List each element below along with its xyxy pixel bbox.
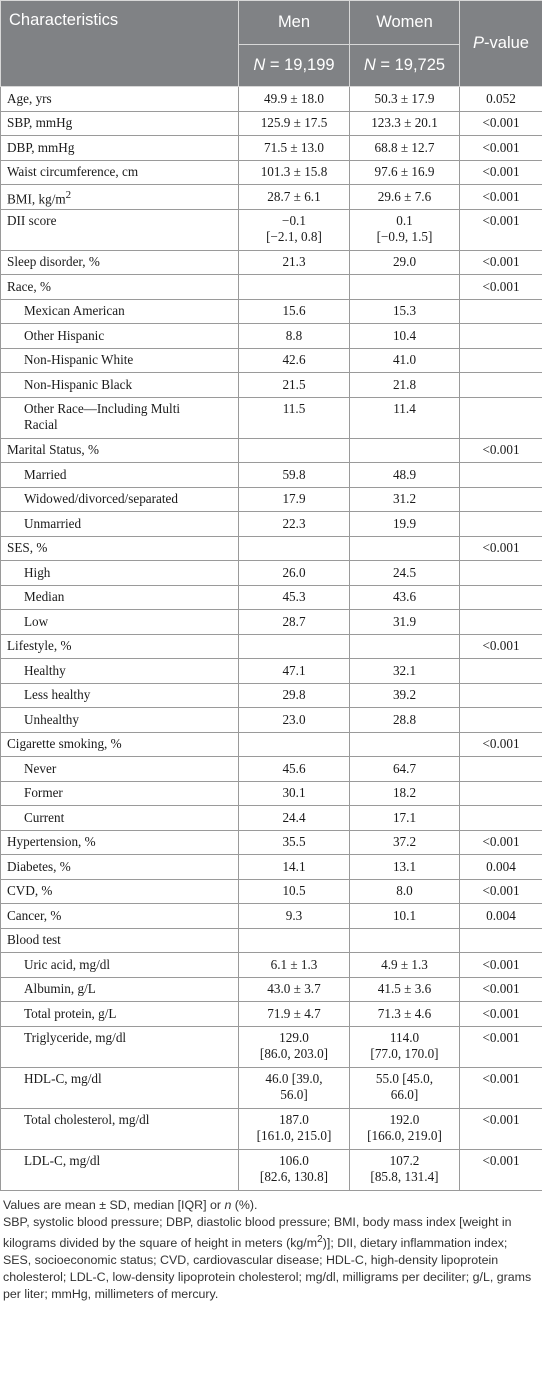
table-row: [1, 111, 542, 136]
p-value: [460, 348, 542, 373]
men-value: 125.9 ± 17.5: [239, 111, 350, 136]
table-row: [1, 373, 542, 398]
women-value: [350, 634, 460, 659]
men-value: 43.0 ± 3.7: [239, 977, 350, 1002]
header-women-n: N = 19,725: [350, 44, 460, 86]
men-value: 45.6: [239, 757, 350, 782]
row-label: High: [1, 561, 239, 586]
row-label: CVD, %: [1, 879, 239, 904]
p-value: <0.001: [460, 732, 542, 757]
header-women: Women: [350, 1, 460, 45]
table-row: [1, 879, 542, 904]
row-label: Less healthy: [1, 683, 239, 708]
p-value: [460, 299, 542, 324]
p-value: <0.001: [460, 953, 542, 978]
men-value: [239, 732, 350, 757]
women-value: [350, 928, 460, 953]
men-value: 106.0 [82.6, 130.8]: [239, 1149, 350, 1190]
header-men: Men: [239, 1, 350, 45]
table-row: [1, 397, 542, 438]
women-value: 192.0 [166.0, 219.0]: [350, 1108, 460, 1149]
row-label: DBP, mmHg: [1, 136, 239, 161]
row-label: Total cholesterol, mg/dl: [1, 1108, 239, 1149]
men-value: 26.0: [239, 561, 350, 586]
men-value: −0.1 [−2.1, 0.8]: [239, 209, 350, 250]
p-value: 0.052: [460, 87, 542, 112]
row-label: Marital Status, %: [1, 438, 239, 463]
men-value: [239, 275, 350, 300]
table-row: [1, 463, 542, 488]
table-row: [1, 732, 542, 757]
table-row: [1, 953, 542, 978]
table-row: [1, 250, 542, 275]
women-value: 97.6 ± 16.9: [350, 160, 460, 185]
p-value: [460, 708, 542, 733]
row-label: Married: [1, 463, 239, 488]
men-value: 101.3 ± 15.8: [239, 160, 350, 185]
women-value: 64.7: [350, 757, 460, 782]
p-value: [460, 683, 542, 708]
women-value: 68.8 ± 12.7: [350, 136, 460, 161]
row-label: Blood test: [1, 928, 239, 953]
p-value: [460, 463, 542, 488]
p-value: 0.004: [460, 904, 542, 929]
men-value: [239, 536, 350, 561]
row-label: Age, yrs: [1, 87, 239, 112]
p-value: <0.001: [460, 1002, 542, 1027]
women-value: 28.8: [350, 708, 460, 733]
women-value: 10.4: [350, 324, 460, 349]
p-value: <0.001: [460, 977, 542, 1002]
row-label: Diabetes, %: [1, 855, 239, 880]
men-value: 28.7: [239, 610, 350, 635]
footnote-abbreviations: SBP, systolic blood pressure; DBP, diastolic blood pressure; BMI, body mass index [weight in kilograms divided by the square of height in meters $(kg/m^2)$]; DII, dietary inflammation index; SES, socioeconomic status; CVD, cardiovascular disease; HDL-C, high-density lipoprotein cholesterol; LDL-C, low-density lipoprotein cholesterol; mg/dl, milligrams per deciliter; g/L, grams per liter; mmHg, millimeters of mercury.: [3, 1214, 532, 1301]
women-value: 21.8: [350, 373, 460, 398]
women-value: 10.1: [350, 904, 460, 929]
women-value: [350, 536, 460, 561]
women-value: [350, 438, 460, 463]
table-row: [1, 324, 542, 349]
women-value: 31.9: [350, 610, 460, 635]
women-value: 18.2: [350, 781, 460, 806]
women-value: 114.0 [77.0, 170.0]: [350, 1026, 460, 1067]
row-label: HDL-C, mg/dl: [1, 1067, 239, 1108]
p-value: <0.001: [460, 1108, 542, 1149]
row-label: Former: [1, 781, 239, 806]
women-value: [350, 275, 460, 300]
women-value: 123.3 ± 20.1: [350, 111, 460, 136]
men-value: 129.0 [86.0, 203.0]: [239, 1026, 350, 1067]
table-row: [1, 928, 542, 953]
men-value: [239, 634, 350, 659]
row-label: Triglyceride, mg/dl: [1, 1026, 239, 1067]
men-value: 23.0: [239, 708, 350, 733]
women-value: 15.3: [350, 299, 460, 324]
row-label: SBP, mmHg: [1, 111, 239, 136]
women-value: 8.0: [350, 879, 460, 904]
women-value: 4.9 ± 1.3: [350, 953, 460, 978]
men-value: 10.5: [239, 879, 350, 904]
row-label: Median: [1, 585, 239, 610]
men-value: 21.3: [239, 250, 350, 275]
women-value: 41.0: [350, 348, 460, 373]
p-value: [460, 397, 542, 438]
table-row: [1, 185, 542, 210]
table-row: [1, 757, 542, 782]
p-value: <0.001: [460, 136, 542, 161]
table-row: [1, 683, 542, 708]
p-value: <0.001: [460, 1067, 542, 1108]
women-value: 107.2 [85.8, 131.4]: [350, 1149, 460, 1190]
p-value: [460, 324, 542, 349]
table-row: [1, 781, 542, 806]
women-value: 39.2: [350, 683, 460, 708]
table-row: [1, 348, 542, 373]
women-value: 71.3 ± 4.6: [350, 1002, 460, 1027]
header-p-value: P-value: [460, 1, 542, 87]
table-row: [1, 904, 542, 929]
table-row: [1, 512, 542, 537]
row-label: Uric acid, mg/dl: [1, 953, 239, 978]
header-men-n: N = 19,199: [239, 44, 350, 86]
p-value: <0.001: [460, 879, 542, 904]
p-value: [460, 512, 542, 537]
table-row: [1, 136, 542, 161]
table-row: [1, 855, 542, 880]
men-value: 30.1: [239, 781, 350, 806]
row-label: Unmarried: [1, 512, 239, 537]
men-value: 9.3: [239, 904, 350, 929]
women-value: 13.1: [350, 855, 460, 880]
table-row: [1, 299, 542, 324]
women-value: 55.0 [45.0, 66.0]: [350, 1067, 460, 1108]
row-label: Hypertension, %: [1, 830, 239, 855]
row-label: Current: [1, 806, 239, 831]
row-label: Other Hispanic: [1, 324, 239, 349]
table-row: [1, 610, 542, 635]
row-label: DII score: [1, 209, 239, 250]
table-row: [1, 806, 542, 831]
row-label: Race, %: [1, 275, 239, 300]
p-value: <0.001: [460, 1149, 542, 1190]
table-row: [1, 1067, 542, 1108]
men-value: 45.3: [239, 585, 350, 610]
table-row: [1, 830, 542, 855]
row-label: Healthy: [1, 659, 239, 684]
p-value: 0.004: [460, 855, 542, 880]
p-value: <0.001: [460, 275, 542, 300]
p-value: <0.001: [460, 209, 542, 250]
men-value: 14.1: [239, 855, 350, 880]
row-label: BMI, $kg/m^2$: [1, 185, 239, 210]
women-value: 41.5 ± 3.6: [350, 977, 460, 1002]
women-value: 29.0: [350, 250, 460, 275]
row-label: Lifestyle, %: [1, 634, 239, 659]
table-row: [1, 160, 542, 185]
row-label: Waist circumference, cm: [1, 160, 239, 185]
women-value: 11.4: [350, 397, 460, 438]
men-value: 47.1: [239, 659, 350, 684]
table-footnote: [0, 1191, 542, 1303]
table-row: [1, 708, 542, 733]
men-value: 21.5: [239, 373, 350, 398]
table-row: [1, 1026, 542, 1067]
table-row: [1, 1108, 542, 1149]
p-value: <0.001: [460, 830, 542, 855]
men-value: [239, 928, 350, 953]
men-value: 187.0 [161.0, 215.0]: [239, 1108, 350, 1149]
women-value: 48.9: [350, 463, 460, 488]
row-label: Widowed/divorced/separated: [1, 487, 239, 512]
women-value: 0.1 [−0.9, 1.5]: [350, 209, 460, 250]
women-value: 43.6: [350, 585, 460, 610]
men-value: 22.3: [239, 512, 350, 537]
table-row: [1, 561, 542, 586]
women-value: 29.6 ± 7.6: [350, 185, 460, 210]
women-value: [350, 732, 460, 757]
p-value: <0.001: [460, 185, 542, 210]
men-value: 28.7 ± 6.1: [239, 185, 350, 210]
women-value: 32.1: [350, 659, 460, 684]
table-row: [1, 536, 542, 561]
p-value: [460, 561, 542, 586]
men-value: [239, 438, 350, 463]
table-body: [1, 87, 542, 1191]
p-value: [460, 806, 542, 831]
table-row: [1, 1002, 542, 1027]
table-row: [1, 585, 542, 610]
p-value: [460, 659, 542, 684]
p-value: [460, 781, 542, 806]
table-row: [1, 1149, 542, 1190]
p-value: [460, 585, 542, 610]
p-value: <0.001: [460, 250, 542, 275]
men-value: 24.4: [239, 806, 350, 831]
header-characteristics: Characteristics: [1, 1, 239, 87]
p-value: [460, 487, 542, 512]
p-value: [460, 928, 542, 953]
men-value: 35.5: [239, 830, 350, 855]
women-value: 31.2: [350, 487, 460, 512]
row-label: Cancer, %: [1, 904, 239, 929]
row-label: LDL-C, mg/dl: [1, 1149, 239, 1190]
p-value: <0.001: [460, 160, 542, 185]
p-value: <0.001: [460, 536, 542, 561]
table-row: [1, 634, 542, 659]
men-value: 71.9 ± 4.7: [239, 1002, 350, 1027]
row-label: Never: [1, 757, 239, 782]
p-value: <0.001: [460, 1026, 542, 1067]
men-value: 46.0 [39.0, 56.0]: [239, 1067, 350, 1108]
men-value: 15.6: [239, 299, 350, 324]
men-value: 42.6: [239, 348, 350, 373]
p-value: <0.001: [460, 438, 542, 463]
women-value: 50.3 ± 17.9: [350, 87, 460, 112]
row-label: Unhealthy: [1, 708, 239, 733]
table-row: [1, 209, 542, 250]
table-row: [1, 275, 542, 300]
table-row: [1, 977, 542, 1002]
row-label: Non-Hispanic White: [1, 348, 239, 373]
table-row: [1, 659, 542, 684]
p-value: [460, 757, 542, 782]
row-label: Low: [1, 610, 239, 635]
men-value: 49.9 ± 18.0: [239, 87, 350, 112]
women-value: 19.9: [350, 512, 460, 537]
row-label: SES, %: [1, 536, 239, 561]
footnote-values: Values are mean ± SD, median [IQR] or n (%).: [3, 1197, 258, 1212]
men-value: 29.8: [239, 683, 350, 708]
women-value: 37.2: [350, 830, 460, 855]
p-value: [460, 610, 542, 635]
row-label: Other Race—Including Multi Racial: [1, 397, 239, 438]
men-value: 71.5 ± 13.0: [239, 136, 350, 161]
row-label: Total protein, g/L: [1, 1002, 239, 1027]
row-label: Albumin, g/L: [1, 977, 239, 1002]
men-value: 6.1 ± 1.3: [239, 953, 350, 978]
p-value: <0.001: [460, 634, 542, 659]
men-value: 8.8: [239, 324, 350, 349]
men-value: 59.8: [239, 463, 350, 488]
men-value: 11.5: [239, 397, 350, 438]
women-value: 24.5: [350, 561, 460, 586]
table-row: [1, 438, 542, 463]
table-row: [1, 487, 542, 512]
table-row: [1, 87, 542, 112]
p-value: [460, 373, 542, 398]
women-value: 17.1: [350, 806, 460, 831]
row-label: Cigarette smoking, %: [1, 732, 239, 757]
p-value: <0.001: [460, 111, 542, 136]
row-label: Mexican American: [1, 299, 239, 324]
row-label: Sleep disorder, %: [1, 250, 239, 275]
men-value: 17.9: [239, 487, 350, 512]
row-label: Non-Hispanic Black: [1, 373, 239, 398]
